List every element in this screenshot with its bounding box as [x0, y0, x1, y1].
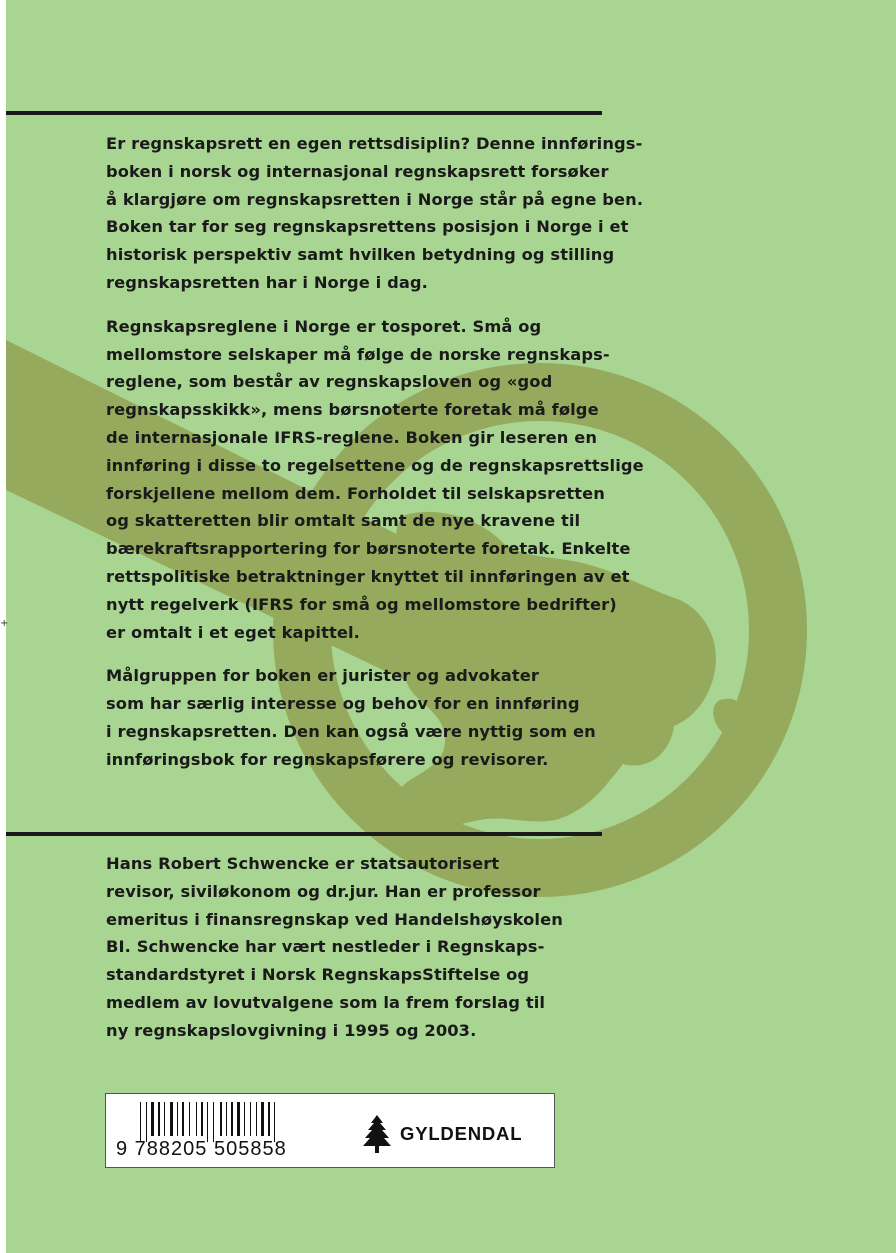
barcode-bar [182, 1102, 184, 1136]
crop-mark-icon: + [0, 618, 9, 629]
barcode-bar [140, 1102, 141, 1142]
description-paragraph [106, 662, 616, 773]
barcode-bar [201, 1102, 203, 1136]
text-line: nytt regelverk (IFRS for små og mellomstore bedrifter) [106, 594, 617, 614]
text-line: historisk perspektiv samt hvilken betydning og stilling [106, 245, 615, 265]
text-line: forskjellene mellom dem. Forholdet til selskapsretten [106, 483, 605, 503]
text-line: ny regnskapslovgivning i 1995 og 2003. [106, 1020, 477, 1040]
barcode-icon [120, 1102, 330, 1142]
text-line: Hans Robert Schwencke er statsautorisert [106, 854, 500, 873]
text-line: i regnskapsretten. Den kan også være nyttig som en [106, 721, 596, 741]
barcode-bar [146, 1102, 147, 1142]
top-rule [6, 111, 602, 115]
text-line: BI. Schwencke har vært nestleder i Regnskaps- [106, 937, 545, 957]
text-line: boken i norsk og internasjonal regnskapsrett forsøker [106, 161, 609, 181]
barcode-bar [244, 1102, 245, 1136]
description-paragraph [106, 313, 644, 647]
publisher-logo [362, 1114, 522, 1154]
text-line: Er regnskapsrett en egen rettsdisiplin? Denne innførings- [106, 134, 643, 153]
isbn-digits: 9 788205 505858 [116, 1138, 287, 1160]
text-line: medlem av lovutvalgene som la frem forslag til [106, 992, 546, 1012]
text-line: innføring i disse to regelsettene og de regnskapsrettslige [106, 455, 644, 475]
text-line: bærekraftsrapportering for børsnoterte foretak. Enkelte [106, 539, 631, 559]
barcode-bar [213, 1102, 214, 1142]
barcode-bar [231, 1102, 233, 1136]
barcode-bar [274, 1102, 275, 1142]
barcode-bar [237, 1102, 240, 1136]
text-line: standardstyret i Norsk RegnskapsStiftelse og [106, 965, 530, 985]
text-line: reglene, som består av regnskapsloven og «god [106, 372, 553, 392]
barcode-bar [207, 1102, 208, 1142]
text-line: som har særlig interesse og behov for en innføring [106, 694, 580, 714]
barcode-bar [220, 1102, 222, 1136]
tree-icon [362, 1114, 392, 1154]
middle-rule [6, 832, 602, 836]
text-line: de internasjonale IFRS-reglene. Boken gir leseren en [106, 427, 598, 447]
publisher-name: GYLDENDAL [400, 1123, 523, 1144]
text-line: Målgruppen for boken er jurister og advokater [106, 666, 540, 686]
barcode-box [105, 1093, 555, 1168]
text-line: regnskapsskikk», mens børsnoterte foretak må følge [106, 400, 599, 420]
barcode-bar [196, 1102, 197, 1136]
book-description [106, 130, 644, 790]
text-line: rettspolitiske betraktninger knyttet til innføringen av et [106, 566, 630, 586]
barcode-bar [250, 1102, 251, 1136]
barcode-bar [189, 1102, 190, 1136]
continent-shape [713, 699, 745, 736]
text-line: mellomstore selskaper må følge de norske regnskaps- [106, 344, 610, 364]
author-bio [106, 850, 616, 1045]
text-line: innføringsbok for regnskapsførere og revisorer. [106, 749, 549, 769]
barcode-bar [151, 1102, 154, 1136]
barcode-bar [164, 1102, 165, 1136]
text-line: regnskapsretten har i Norge i dag. [106, 272, 428, 292]
text-line: emeritus i finansregnskap ved Handelshøyskolen [106, 909, 563, 929]
barcode-bar [256, 1102, 257, 1136]
text-line: og skatteretten blir omtalt samt de nye kravene til [106, 511, 581, 531]
barcode-bar [226, 1102, 227, 1136]
barcode-bar [170, 1102, 173, 1136]
text-line: å klargjøre om regnskapsretten i Norge står på egne ben. [106, 189, 644, 209]
text-line: Regnskapsreglene i Norge er tosporet. Små og [106, 316, 542, 336]
description-paragraph [106, 130, 644, 297]
text-line: er omtalt i et eget kapittel. [106, 622, 360, 642]
text-line: revisor, siviløkonom og dr.jur. Han er professor [106, 881, 541, 901]
barcode-bar [177, 1102, 178, 1136]
barcode-bar [261, 1102, 264, 1136]
text-line: Boken tar for seg regnskapsrettens posisjon i Norge i et [106, 217, 629, 237]
barcode-bar [158, 1102, 160, 1136]
barcode-bar [268, 1102, 270, 1136]
